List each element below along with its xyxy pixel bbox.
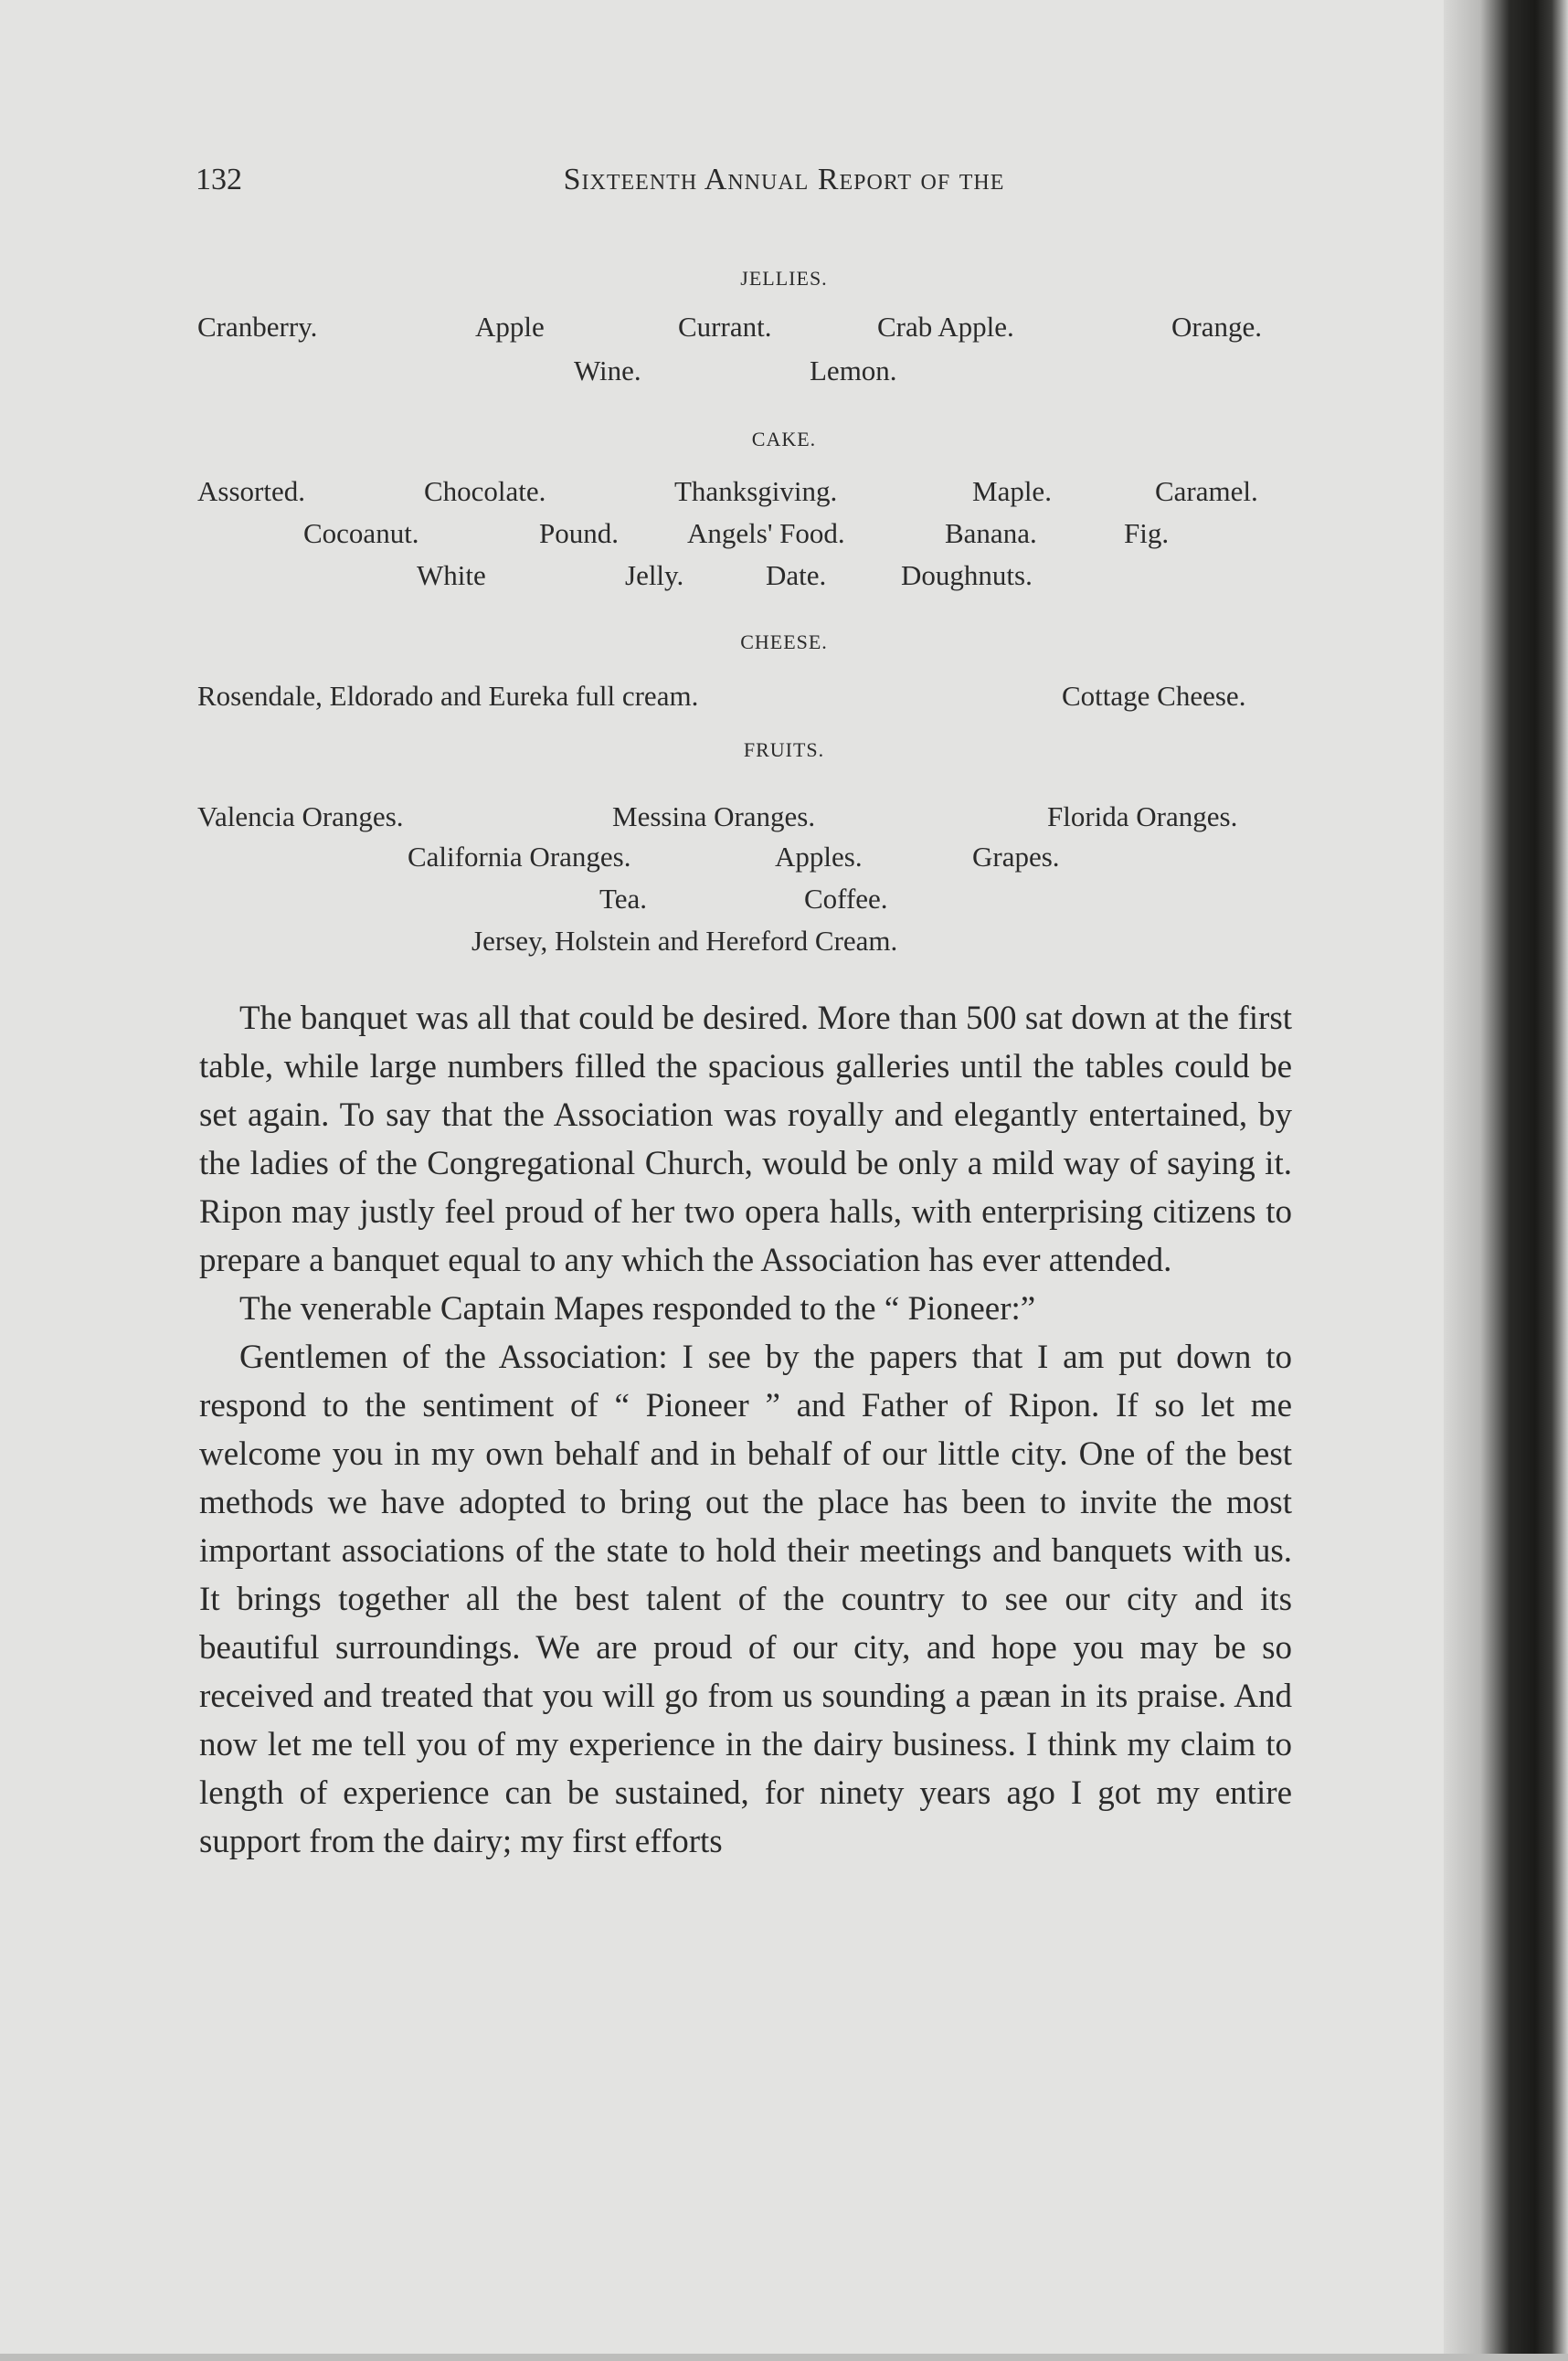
menu-item: Coffee. [804,883,888,915]
paragraph: Gentlemen of the Association: I see by the papers that I am put down to respond to the sentiment of “ Pioneer ” and Father of Ripon. If so let me welcome you in my own behalf and in behalf of our little city. One of the best methods we have adopted to bring out the place has been to invite the most important associations of the state to hold their meetings and banquets with us. It brings together all the best talent of the country to see our city and its beautiful surroundings. We are proud of our city, and hope you may be so received and treated that you will go from us sounding a pæan in its praise. And now let me tell you of my experience in the dairy business. I think my claim to length of experience can be sustained, for ninety years ago I got my entire support from the dairy; my first efforts [199,1339,1292,1860]
menu-item: Cocoanut. [303,517,419,549]
menu-item: Jersey, Holstein and Hereford Cream. [471,925,898,957]
running-head: Sixteenth Annual Report of the [563,163,1005,196]
menu-item: Caramel. [1155,475,1258,507]
jellies-heading: JELLIES. [740,267,828,290]
menu-item: Messina Oranges. [612,800,816,832]
menu-item: Valencia Oranges. [197,800,404,832]
menu-item: Pound. [539,517,619,549]
menu-item: Orange. [1171,311,1262,343]
menu-item: Banana. [945,517,1037,549]
cake-heading: CAKE. [751,428,817,450]
menu-item: Crab Apple. [877,311,1014,343]
menu-item: Jelly. [625,559,684,591]
fruits-heading: FRUITS. [743,738,825,761]
menu-item: Wine. [574,355,641,386]
menu-item: Date. [766,559,827,591]
menu-item: White [417,559,486,591]
body-text [199,994,1292,1866]
menu-item: Angels' Food. [687,517,845,549]
page-number: 132 [196,163,242,196]
menu-item: Grapes. [972,841,1060,873]
menu-item: Rosendale, Eldorado and Eureka full cream. [197,680,699,712]
book-spine-shadow [1444,0,1568,2361]
menu-item: Fig. [1124,517,1170,549]
menu-item: Apples. [775,841,863,873]
menu-item: Maple. [972,475,1052,507]
page-edge [0,2354,1568,2361]
menu-item: Chocolate. [424,475,546,507]
menu-item: Apple [475,311,545,343]
menu-item: Florida Oranges. [1047,800,1238,832]
menu-item: Thanksgiving. [674,475,838,507]
menu-item: Doughnuts. [901,559,1033,591]
menu-item: Lemon. [810,355,897,386]
menu-item: Cottage Cheese. [1062,680,1246,712]
paragraph: The banquet was all that could be desired. More than 500 sat down at the first table, while large numbers filled the spacious galleries until the tables could be set again. To say that the Association was royally and elegantly entertained, by the ladies of the Congregational Church, would be only a mild way of saying it. Ripon may justly feel proud of her two opera halls, with enterprising citizens to prepare a banquet equal to any which the Association has ever attended. [199,1000,1292,1279]
menu-item: Assorted. [197,475,305,507]
paragraph: The venerable Captain Mapes responded to the “ Pioneer:” [239,1290,1036,1328]
menu-item: Currant. [678,311,772,343]
menu-item: Cranberry. [197,311,318,343]
menu-item: Tea. [599,883,648,915]
cheese-heading: CHEESE. [740,630,828,653]
menu-item: California Oranges. [408,841,631,873]
